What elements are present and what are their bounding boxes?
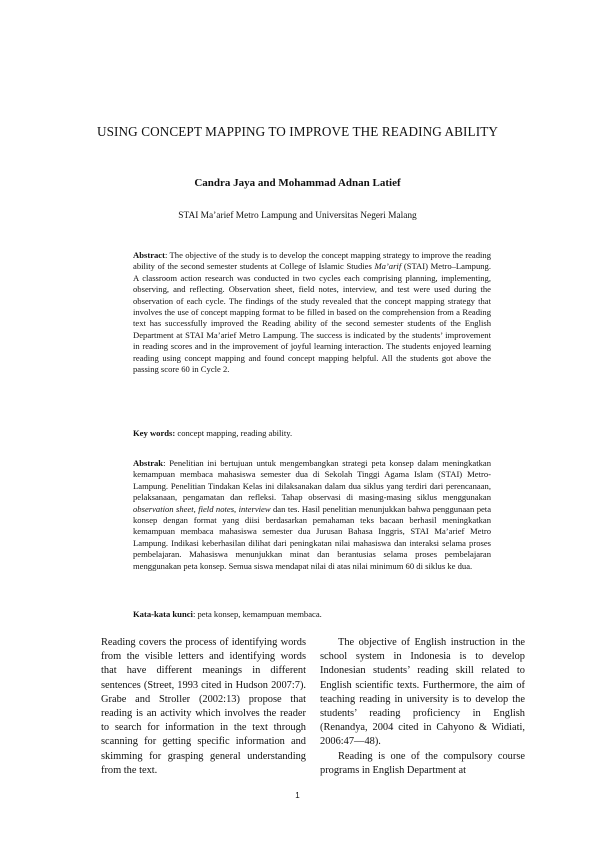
keywords-indonesian bbox=[133, 609, 491, 620]
keywords-english bbox=[133, 428, 491, 439]
keywords-text: concept mapping, reading ability. bbox=[175, 428, 293, 438]
abstrak-italic-term-1: observation sheet bbox=[133, 503, 194, 514]
paper-title: USING CONCEPT MAPPING TO IMPROVE THE READING ABILITY bbox=[97, 124, 498, 139]
abstract-indonesian bbox=[133, 458, 491, 572]
paper-authors: Candra Jaya and Mohammad Adnan Latief bbox=[194, 177, 401, 189]
author-affiliation: STAI Ma’arief Metro Lampung and Universitas Negeri Malang bbox=[178, 211, 417, 221]
body-column-left bbox=[101, 636, 306, 778]
abstract-text-part-2: (STAI) Metro–Lampung. A classroom action research was conducted in two cycles each comprising planning, implementing, observing, and reflecting. Observation sheet, field notes, interview, and test were used during the observation of each cycle. The findings of the study revealed that the concept mapping strategy that involves the use of concept mapping format to be filled in based on the comprehension from a Reading text has successfully improved the Reading ability of the second semester students of the English Department at STAI Ma’arief Metro Lampung. The success is indicated by the students’ improvement in reading scores and in the improvement of joyful learning interaction. The students enjoyed learning reading using concept mapping and found concept mapping helpful. All the students got above the passing score 60 in Cycle 2. bbox=[133, 261, 492, 375]
page-number: 1 bbox=[295, 791, 300, 800]
body-column-right bbox=[320, 636, 525, 778]
body-paragraph: Reading covers the process of identifying words from the visible letters and identifying words that have different meanings in different sentences (Street, 1993 cited in Hudson 2007:7). Grabe and Stroller (2002:13) propose that reading is an activity which involves the reader to search for information in the text through scanning for getting specific information and skimming for grasping general understanding from the text. bbox=[101, 637, 306, 776]
abstrak-label: Abstrak bbox=[133, 458, 164, 468]
abstract-label: Abstract bbox=[133, 250, 165, 260]
body-paragraph: The objective of English instruction in the school system in Indonesia is to develop Indonesian students’ reading skill related to English scientific texts. Furthermore, the aim of teaching reading in university is to develop the students’ reading proficiency in English (Renandya, 2004 cited in Cahyono & Widiati, 2006:47—48). bbox=[320, 637, 525, 748]
abstrak-separator-2: , bbox=[234, 503, 239, 514]
abstract-english bbox=[133, 250, 491, 375]
abstrak-text-part-1: : Penelitian ini bertujuan untuk mengembangkan strategi peta konsep dalam meningkatkan kemampuan membaca mahasiswa semester dua di Sekolah Tinggi Agama Islam (STAI) Metro-Lampung. Penelitian Tindakan Kelas ini dilaksanakan dalam dua siklus yang terdiri dari perencanaan, pelaksanaan, pengamatan dan refleksi. Tahap observasi di masing-masing siklus menggunakan bbox=[133, 458, 491, 503]
abstrak-text-part-2: dan tes. Hasil penelitian menunjukkan bahwa penggunaan peta konsep dengan format yang diisi berdasarkan pemahaman teks bacaan berhasil meningkatkan kemampuan membaca mahasiswa semester dua Jurusan Bahasa Inggris, STAI Ma’arief Metro Lampung. Indikasi keberhasilan dilihat dari peningkatan nilai mahasiswa dan interaksi selama proses pembelajaran. Mahasiswa menunjukkan minat dan berantusias selama proses pembelajaran menggunakan peta konsep. Semua siswa mendapat nilai di atas nilai minimum 60 di siklus ke dua. bbox=[133, 503, 492, 571]
kata-kunci-text: : peta konsep, kemampuan membaca. bbox=[192, 609, 322, 619]
abstract-italic-term: Ma’arif bbox=[374, 261, 402, 272]
kata-kunci-label: Kata-kata kunci bbox=[133, 609, 193, 619]
abstrak-separator-1: , bbox=[193, 503, 199, 514]
abstract-text-part-1: : The objective of the study is to develop the concept mapping strategy to improve the reading ability of the second semester students at College of Islamic Studies bbox=[133, 250, 491, 272]
abstrak-italic-term-3: interview bbox=[238, 503, 271, 514]
keywords-label: Key words: bbox=[133, 428, 176, 438]
body-paragraph: Reading is one of the compulsory course programs in English Department at bbox=[320, 750, 525, 776]
abstrak-italic-term-2: field notes bbox=[198, 503, 235, 514]
